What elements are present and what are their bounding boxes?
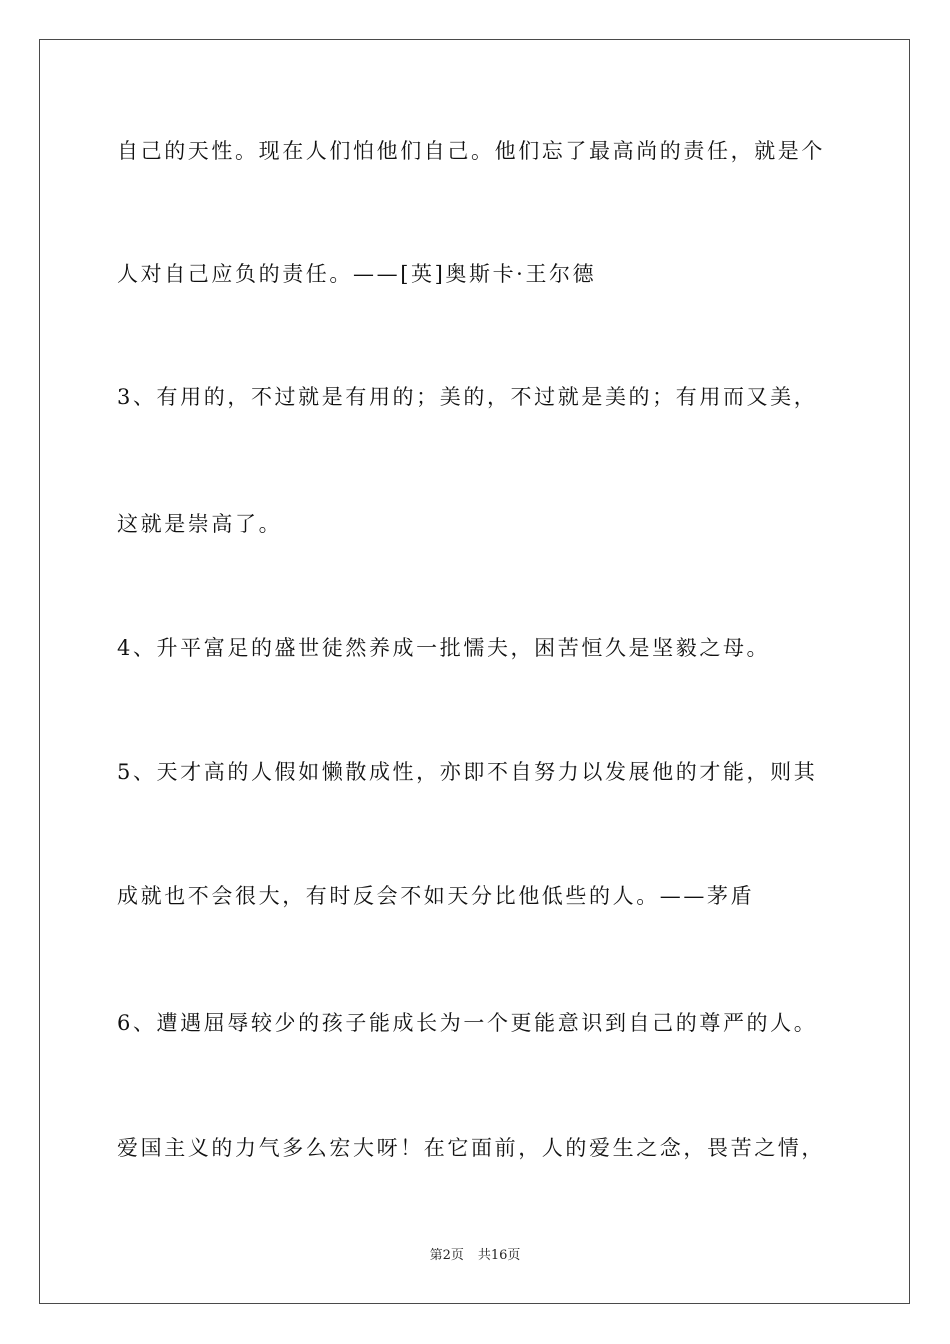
text-line: 5、天才高的人假如懒散成性，亦即不自努力以发展他的才能，则其 — [117, 760, 818, 784]
text-line: 3、有用的，不过就是有用的；美的，不过就是美的；有用而又美， — [117, 385, 818, 409]
text-line: 自己的天性。现在人们怕他们自己。他们忘了最高尚的责任，就是个 — [117, 139, 825, 163]
page-total: 共16页 — [477, 1248, 521, 1263]
text-line: 6、遭遇屈辱较少的孩子能成长为一个更能意识到自己的尊严的人。 — [117, 1011, 818, 1035]
text-line: 成就也不会很大，有时反会不如天分比他低些的人。——茅盾 — [117, 884, 755, 908]
page-border — [39, 39, 910, 1304]
text-line: 这就是崇高了。 — [117, 512, 283, 536]
page-footer — [0, 1247, 950, 1265]
text-line: 4、升平富足的盛世徒然养成一批懦夫，困苦恒久是坚毅之母。 — [117, 636, 771, 660]
text-line: 爱国主义的力气多么宏大呀！在它面前，人的爱生之念，畏苦之情， — [117, 1136, 825, 1160]
text-line: 人对自己应负的责任。——[英]奥斯卡·王尔德 — [117, 262, 597, 286]
page-number: 第2页 — [429, 1248, 464, 1263]
